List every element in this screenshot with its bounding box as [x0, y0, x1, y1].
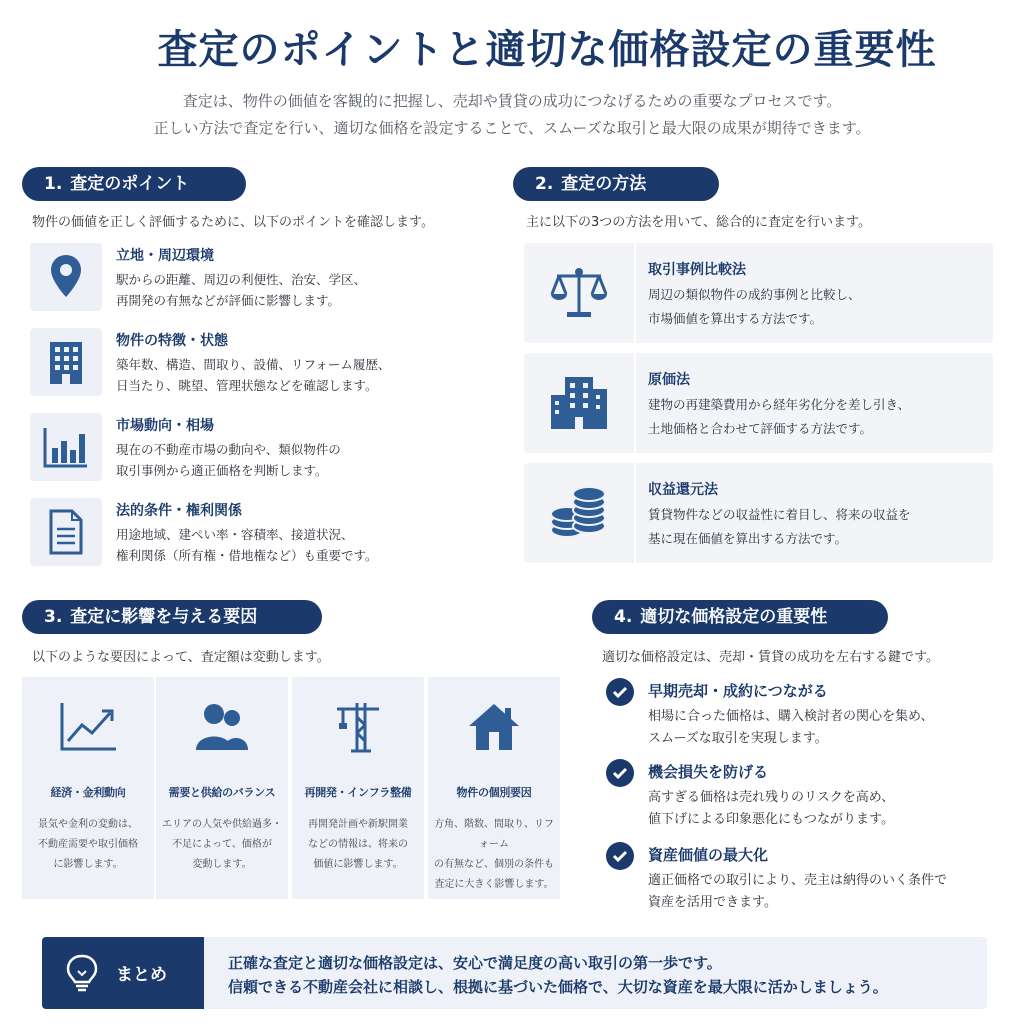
s1-item-title: 法的条件・権利関係 [116, 503, 242, 519]
s1-item-desc: 駅からの距離、周辺の利便性、治安、学区、 [116, 272, 367, 287]
s4-item-maximize-value [606, 842, 1006, 914]
section-1-title: 査定のポイント [70, 174, 190, 194]
s4-item-early-sale [606, 678, 1006, 750]
s3-card-title: 需要と供給のバランス [168, 786, 276, 799]
s1-item-desc: 現在の不動産市場の動向や、類似物件の [116, 442, 341, 457]
s4-item-avoid-loss [606, 759, 1006, 831]
s2-card-comparison [524, 243, 993, 343]
people-icon [156, 695, 288, 759]
s1-item-desc: 権利関係（所有権・借地権など）も重要です。 [116, 548, 378, 563]
s4-item-title: 資産価値の最大化 [648, 846, 769, 864]
s4-item-title: 早期売却・成約につながる [648, 682, 828, 700]
summary-label: まとめ [116, 965, 167, 985]
summary-box [42, 937, 987, 1009]
s1-item-title: 立地・周辺環境 [116, 248, 214, 264]
crane-icon [292, 695, 424, 759]
map-pin-icon [30, 243, 102, 311]
s3-card-desc: エリアの人気や供給過多・ 不足によって、価格が 変動します。 [162, 819, 282, 870]
section-2-lead: 主に以下の3つの方法を用いて、総合的に査定を行います。 [526, 215, 871, 230]
s3-card-title: 物件の個別要因 [456, 786, 532, 799]
s2-item-title: 原価法 [648, 372, 690, 388]
scales-icon [524, 243, 634, 343]
s2-card-income [524, 463, 993, 563]
s4-item-desc: 適正価格での取引により、売主は納得のいく条件で 資産を活用できます。 [648, 873, 948, 910]
section-3-heading [22, 600, 322, 634]
summary-line-1: 正確な査定と適切な価格設定は、安心で満足度の高い取引の第一歩です。 [228, 954, 722, 972]
summary-badge [42, 937, 204, 1009]
section-2-number: 2. [535, 174, 554, 194]
s3-card-title: 再開発・インフラ整備 [304, 786, 412, 799]
trend-up-icon [22, 695, 154, 759]
s1-item-market [30, 413, 470, 485]
buildings-icon [524, 353, 634, 453]
section-4-heading [592, 600, 888, 634]
house-icon [428, 695, 560, 759]
s3-card-individual [428, 677, 560, 899]
s3-card-redevelopment [292, 677, 424, 899]
s3-card-supply-demand [156, 677, 288, 899]
s4-item-title: 機会損失を防げる [648, 763, 769, 781]
s1-item-desc: 築年数、構造、間取り、設備、リフォーム履歴、 [116, 357, 391, 372]
s2-item-desc: 土地価格と合わせて評価する方法です。 [648, 421, 873, 436]
s4-item-desc: 相場に合った価格は、購入検討者の関心を集め、 スムーズな取引を実現します。 [648, 709, 934, 746]
lightbulb-icon [64, 953, 100, 997]
section-2-heading [513, 167, 719, 201]
s2-item-title: 取引事例比較法 [648, 262, 746, 278]
s2-item-desc: 市場価値を算出する方法です。 [648, 311, 823, 326]
document-icon [30, 498, 102, 566]
section-4-number: 4. [614, 607, 633, 627]
s1-item-legal [30, 498, 470, 570]
section-4-title: 適切な価格設定の重要性 [640, 607, 828, 627]
check-icon [606, 759, 634, 787]
s4-item-desc: 高すぎる価格は売れ残りのリスクを高め、 値下げによる印象悪化にもつながります。 [648, 790, 895, 827]
s1-item-desc: 日当たり、眺望、管理状態などを確認します。 [116, 378, 378, 393]
coins-icon [524, 463, 634, 563]
summary-line-2: 信頼できる不動産会社に相談し、根拠に基づいた価格で、大切な資産を最大限に活かしましょう。 [228, 978, 888, 996]
s1-item-title: 物件の特徴・状態 [116, 333, 228, 349]
section-1-heading [22, 167, 246, 201]
building-icon [30, 328, 102, 396]
s2-item-desc: 基に現在価値を算出する方法です。 [648, 531, 848, 546]
s1-item-desc: 取引事例から適正価格を判断します。 [116, 463, 328, 478]
section-3-title: 査定に影響を与える要因 [70, 607, 258, 627]
s3-card-economy [22, 677, 154, 899]
s1-item-desc: 用途地域、建ぺい率・容積率、接道状況、 [116, 527, 354, 542]
page-title: 査定のポイントと適切な価格設定の重要性 [157, 27, 937, 73]
section-3-lead: 以下のような要因によって、査定額は変動します。 [32, 650, 330, 665]
intro-line-2: 正しい方法で査定を行い、適切な価格を設定することで、スムーズな取引と最大限の成果が期待できます。 [153, 119, 871, 137]
s3-card-title: 経済・金利動向 [50, 786, 126, 799]
s2-card-cost [524, 353, 993, 453]
s1-item-property [30, 328, 470, 400]
s3-card-desc: 景気や金利の変動は、 不動産需要や取引価格 に影響します。 [38, 819, 138, 870]
section-3-number: 3. [44, 607, 63, 627]
summary-text [228, 951, 978, 999]
bar-chart-icon [30, 413, 102, 481]
s2-item-desc: 建物の再建築費用から経年劣化分を差し引き、 [648, 397, 911, 412]
section-4-lead: 適切な価格設定は、売却・賃貸の成功を左右する鍵です。 [602, 650, 939, 665]
s1-item-location [30, 243, 470, 315]
s1-item-desc: 再開発の有無などが評価に影響します。 [116, 293, 341, 308]
s2-item-title: 収益還元法 [648, 482, 718, 498]
section-2-title: 査定の方法 [561, 174, 647, 194]
section-1-lead: 物件の価値を正しく評価するために、以下のポイントを確認します。 [32, 215, 434, 230]
check-icon [606, 678, 634, 706]
s3-card-desc: 方角、階数、間取り、リフォーム の有無など、個別の条件も 査定に大きく影響します。 [434, 819, 554, 890]
s1-item-title: 市場動向・相場 [116, 418, 214, 434]
intro-line-1: 査定は、物件の価値を客観的に把握し、売却や賃貸の成功につなげるための重要なプロセスです。 [182, 92, 842, 110]
s3-card-desc: 再開発計画や新駅開業 などの情報は、将来の 価値に影響します。 [308, 819, 408, 870]
section-1-number: 1. [44, 174, 63, 194]
s2-item-desc: 賃貸物件などの収益性に着目し、将来の収益を [648, 507, 911, 522]
s2-item-desc: 周辺の類似物件の成約事例と比較し、 [648, 287, 861, 302]
check-icon [606, 842, 634, 870]
